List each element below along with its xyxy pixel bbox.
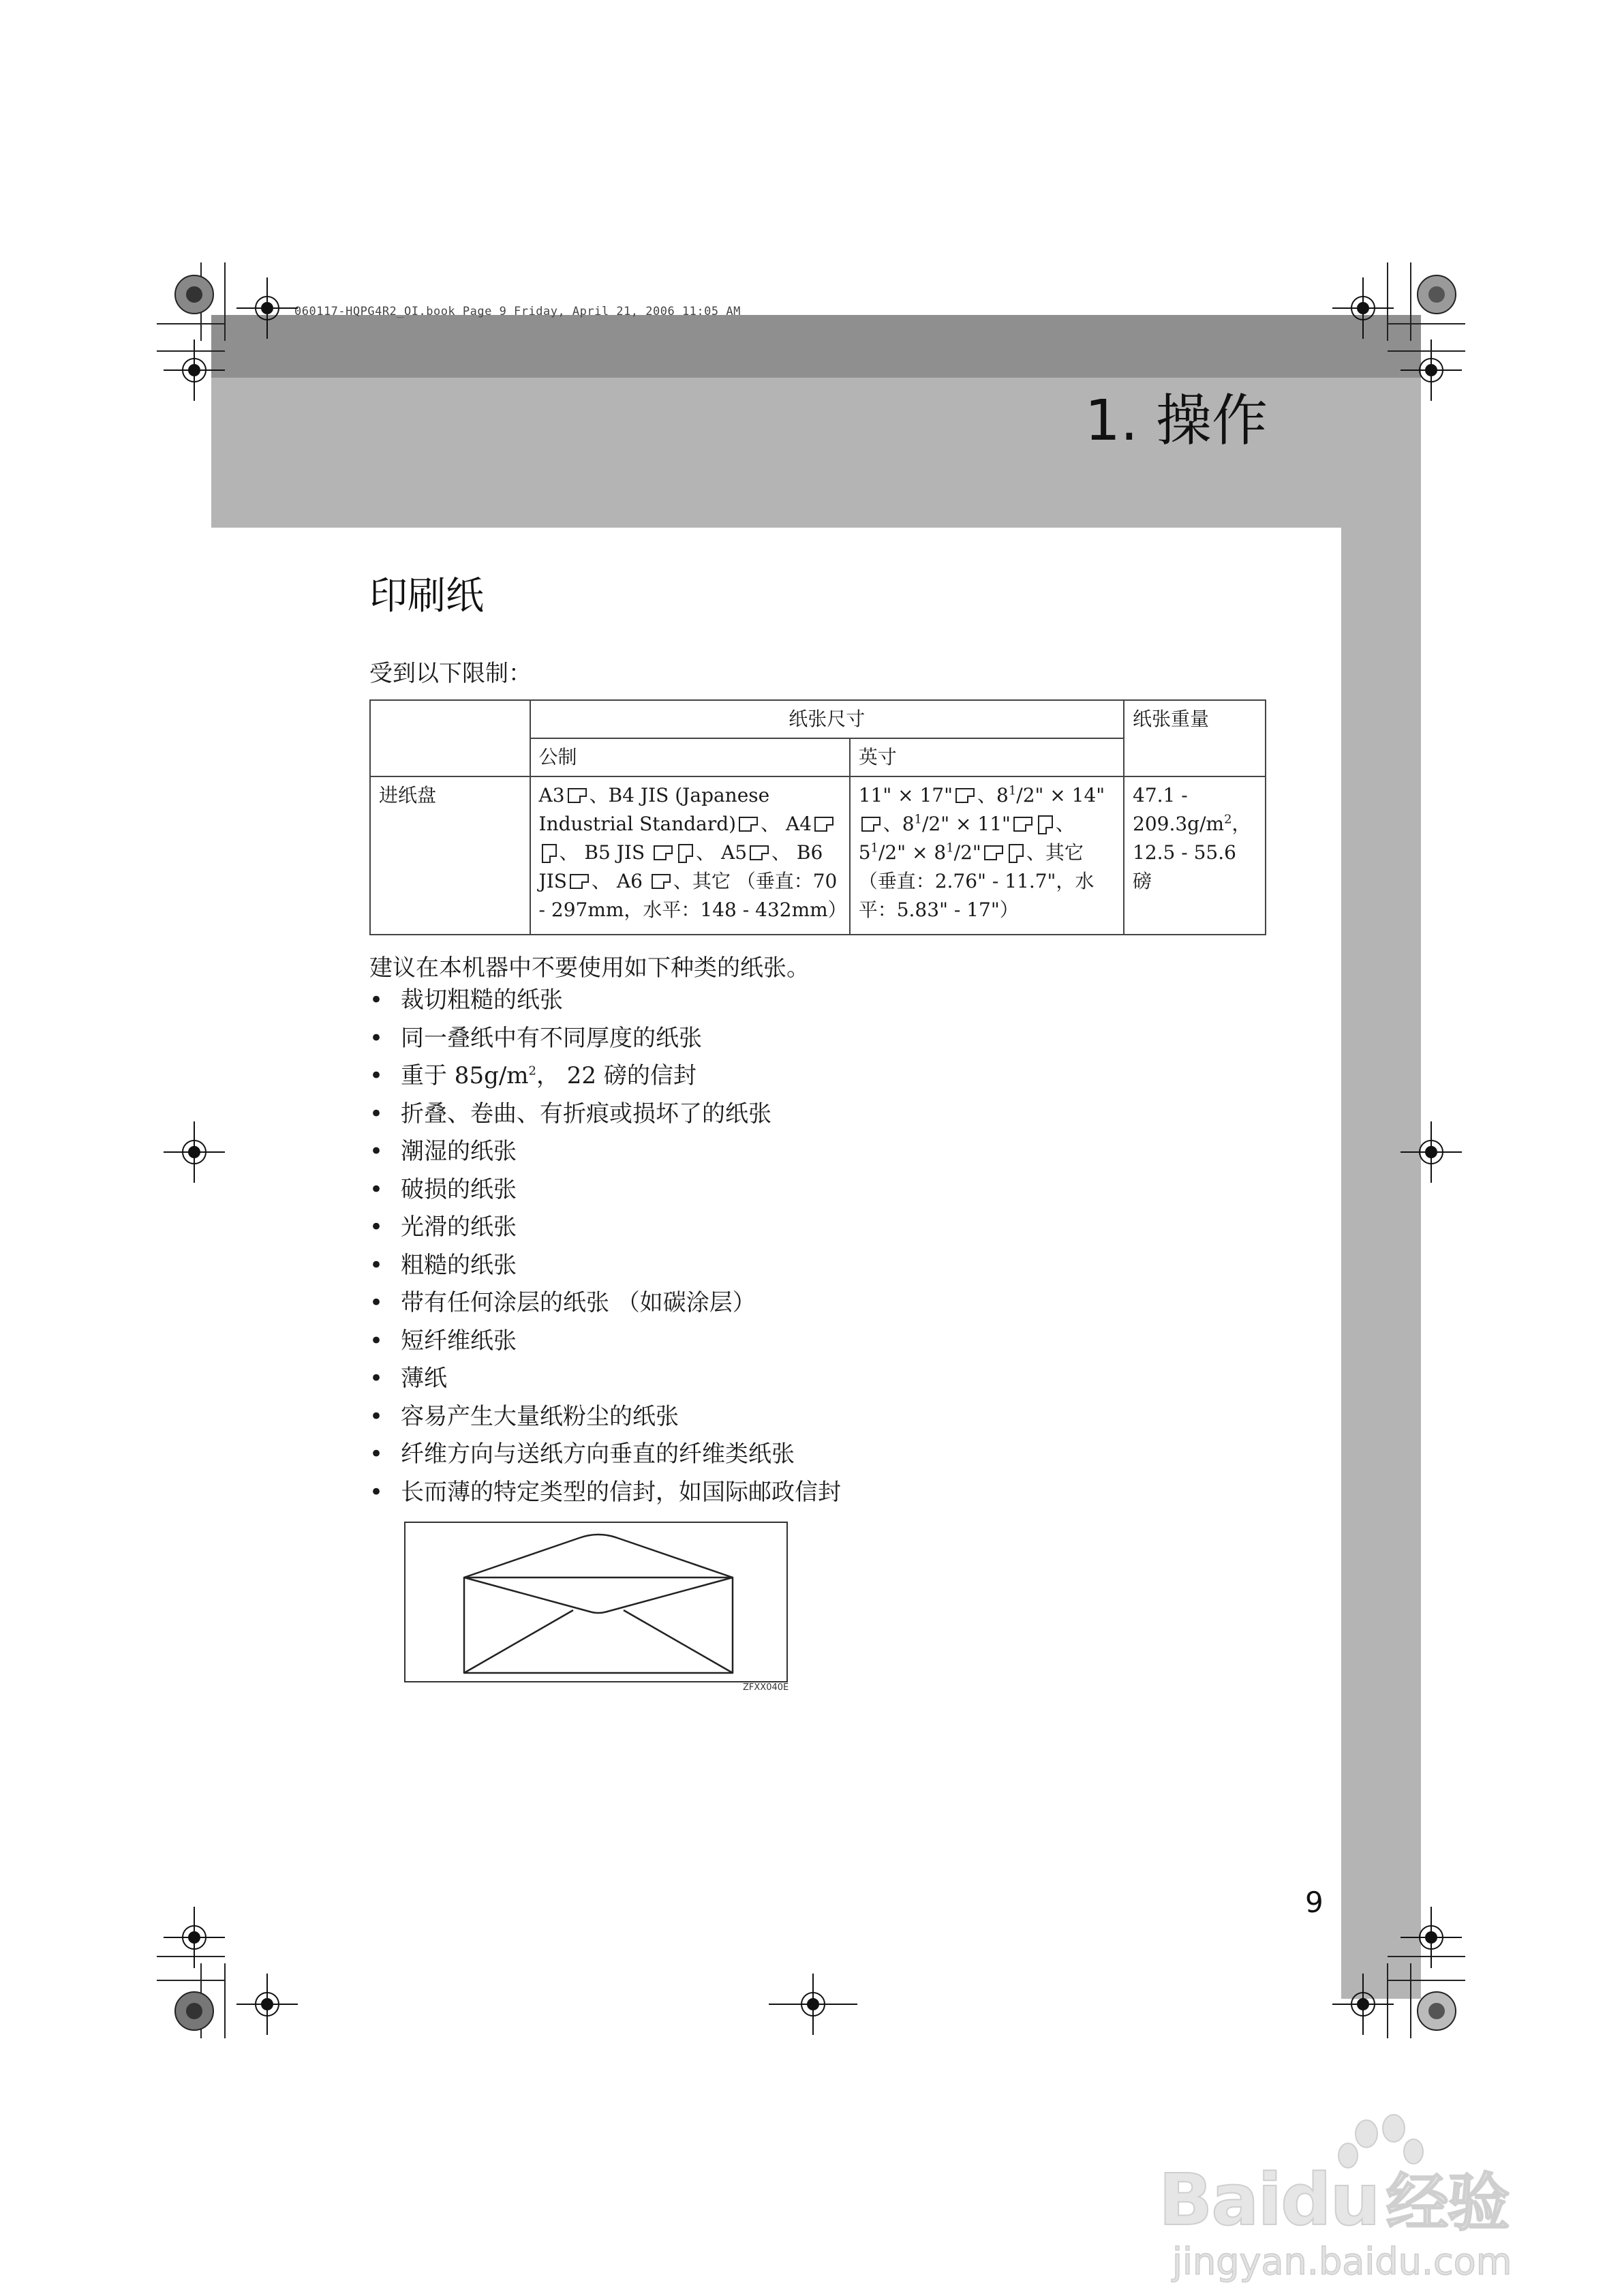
metric-sizes-cell	[530, 776, 850, 935]
header-metric: 公制	[530, 738, 850, 776]
landscape-paper-icon	[568, 788, 587, 803]
list-item: • 折叠、卷曲、有折痕或损坏了的纸张	[369, 1100, 771, 1128]
list-item: • 同一叠纸中有不同厚度的纸张	[369, 1024, 702, 1052]
landscape-paper-icon	[1013, 817, 1032, 832]
paper-spec-table	[369, 699, 1266, 935]
size-8half-14: " × 14"	[1035, 784, 1105, 806]
watermark-brand-du: du	[1281, 2158, 1379, 2241]
advice-text: 建议在本机器中不要使用如下种类的纸张。	[369, 954, 810, 982]
size-inch-other: 、其它 （垂直：2.76" - 11.7"，水平：5.83" - 17"）	[858, 841, 1095, 921]
size-b5: 、 B5 JIS	[559, 841, 645, 864]
unsuitable-paper-list	[369, 982, 1269, 1511]
print-slug: 060117-HQPG4R2_OI.book Page 9 Friday, April 21, 2006 11:05 AM	[294, 305, 741, 318]
portrait-paper-icon	[678, 844, 693, 863]
landscape-paper-icon	[654, 845, 673, 860]
inch-sizes-cell: 11" × 17" 、$8^1/2$" × 14"、$8^1/2$" × 11" 、 $5^1/2$" × $8^1/2$" 、其它 （垂直：2.76" - 11.7"，水平：5.83" - 17"）	[850, 776, 1124, 935]
size-8half-11: " × 11"	[940, 813, 1011, 835]
header-weight: 纸张重量	[1124, 700, 1266, 776]
header-size: 纸张尺寸	[530, 700, 1124, 738]
intro-text: 受到以下限制：	[369, 660, 532, 687]
envelope-illustration	[406, 1523, 786, 1681]
landscape-paper-icon	[814, 817, 833, 832]
list-item: • 重于 $85g/m^2$， 22 磅的信封	[369, 1062, 697, 1089]
list-item: • 粗糙的纸张	[369, 1251, 517, 1279]
landscape-paper-icon	[750, 845, 769, 860]
list-item: • 裁切粗糙的纸张	[369, 986, 563, 1014]
list-item: • 光滑的纸张	[369, 1213, 517, 1241]
chapter-title: 1. 操作	[1084, 389, 1268, 453]
weight-cell: 47.1 - $209.3g/m^2$， 12.5 - 55.6 磅	[1124, 776, 1266, 935]
row-label-tray: 进纸盘	[370, 776, 530, 935]
landscape-paper-icon	[984, 845, 1003, 860]
landscape-paper-icon	[652, 874, 671, 889]
size-b6: 、 B6 JIS	[538, 841, 823, 892]
portrait-paper-icon	[1009, 844, 1024, 863]
header-inch: 英寸	[850, 738, 1124, 776]
size-a3: A3	[538, 784, 565, 806]
list-item: • 纤维方向与送纸方向垂直的纤维类纸张	[369, 1440, 795, 1468]
size-5half-8half: " × 8	[897, 841, 947, 864]
landscape-paper-icon	[570, 874, 589, 889]
envelope-figure	[404, 1522, 788, 1682]
landscape-paper-icon	[955, 788, 975, 803]
list-item: • 带有任何涂层的纸张 （如碳涂层）	[369, 1289, 756, 1316]
watermark-url: jingyan.baidu.com	[1172, 2240, 1512, 2283]
list-item: • 破损的纸张	[369, 1175, 517, 1203]
list-item: • 薄纸	[369, 1365, 447, 1392]
section-title: 印刷纸	[369, 574, 484, 618]
list-item: • 潮湿的纸张	[369, 1138, 517, 1165]
size-a5: 、 A5	[696, 841, 748, 864]
table-corner-cell	[370, 700, 530, 776]
baidu-watermark	[1152, 2113, 1547, 2284]
list-item: • 长而薄的特定类型的信封，如国际邮政信封	[369, 1478, 841, 1506]
size-metric-other: 、其它 （垂直：70 - 297mm，水平：148 - 432mm）	[538, 870, 847, 921]
size-a6: 、 A6	[591, 870, 643, 892]
page-number: 9	[1305, 1886, 1323, 1919]
size-a4: 、 A4	[761, 813, 812, 835]
figure-code: ZFXX040E	[743, 1682, 789, 1693]
landscape-paper-icon	[861, 817, 881, 832]
size-11x17: 11" × 17"	[858, 784, 953, 806]
landscape-paper-icon	[739, 817, 758, 832]
watermark-brand: Bai	[1159, 2158, 1281, 2241]
portrait-paper-icon	[542, 844, 557, 863]
watermark-brand-cn: 经验	[1386, 2166, 1509, 2239]
list-item: • 短纤维纸张	[369, 1327, 517, 1355]
size-b4: 、B4 JIS (Japanese Industrial Standard)	[538, 784, 770, 835]
portrait-paper-icon	[1038, 815, 1053, 834]
list-item: • 容易产生大量纸粉尘的纸张	[369, 1402, 679, 1430]
